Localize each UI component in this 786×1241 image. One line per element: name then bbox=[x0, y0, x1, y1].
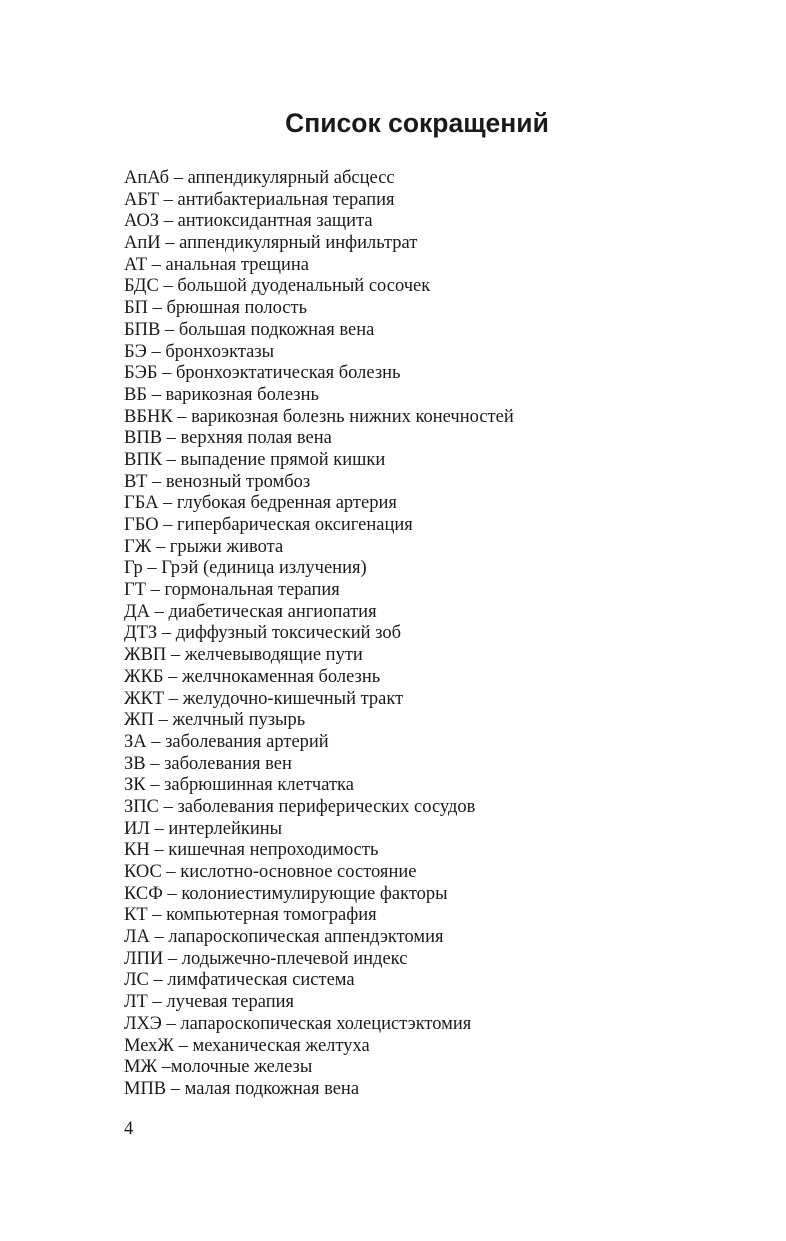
list-item: ДТЗ – диффузный токсический зоб bbox=[124, 623, 402, 644]
list-item: ИЛ – интерлейкины bbox=[124, 818, 283, 839]
list-item: БЭБ – бронхоэктатическая болезнь bbox=[124, 363, 401, 384]
list-item: КТ – компьютерная томография bbox=[124, 905, 377, 926]
page-number: 4 bbox=[124, 1119, 134, 1139]
list-item: ЛА – лапароскопическая аппендэктомия bbox=[124, 927, 444, 948]
list-item: ЖКТ – желудочно-кишечный тракт bbox=[124, 688, 404, 709]
list-item: ДА – диабетическая ангиопатия bbox=[124, 601, 377, 622]
list-item: ВПК – выпадение прямой кишки bbox=[124, 449, 386, 470]
list-item: ЛХЭ – лапароскопическая холецистэктомия bbox=[124, 1013, 472, 1034]
list-item: АпИ – аппендикулярный инфильтрат bbox=[124, 233, 418, 254]
list-item: БЭ – бронхоэктазы bbox=[124, 341, 275, 362]
list-item: АТ – анальная трещина bbox=[124, 254, 309, 275]
list-item: АпАб – аппендикулярный абсцесс bbox=[124, 168, 395, 188]
abbreviation-list bbox=[124, 165, 514, 1098]
list-item: ЛС – лимфатическая система bbox=[124, 970, 355, 991]
list-item: ВБНК – варикозная болезнь нижних конечностей bbox=[124, 406, 514, 427]
list-item: ЗК – забрюшинная клетчатка bbox=[124, 775, 354, 796]
list-item: ГЖ – грыжи живота bbox=[124, 536, 284, 557]
list-item: КОС – кислотно-основное состояние bbox=[124, 862, 417, 882]
list-item: БДС – большой дуоденальный сосочек bbox=[124, 276, 431, 297]
list-item: ГБО – гипербарическая оксигенация bbox=[124, 515, 413, 535]
list-item: Гр – Грэй (единица излучения) bbox=[124, 558, 367, 579]
list-item: ВПВ – верхняя полая вена bbox=[124, 428, 332, 449]
list-item: ЗА – заболевания артерий bbox=[124, 731, 329, 752]
list-item: ЖВП – желчевыводящие пути bbox=[124, 645, 363, 666]
list-item: ЗВ – заболевания вен bbox=[124, 753, 292, 774]
list-item: ВТ – венозный тромбоз bbox=[124, 471, 311, 492]
page-title: Список сокращений bbox=[285, 108, 549, 138]
list-item: ЖП – желчный пузырь bbox=[124, 710, 306, 731]
list-item: ЖКБ – желчнокаменная болезнь bbox=[124, 666, 381, 687]
list-item: ЗПС – заболевания периферических сосудов bbox=[124, 796, 476, 817]
list-item: МЖ –молочные железы bbox=[124, 1057, 313, 1078]
list-item: МПВ – малая подкожная вена bbox=[124, 1078, 360, 1099]
list-item: ЛПИ – лодыжечно-плечевой индекс bbox=[124, 948, 408, 969]
list-item: МехЖ – механическая желтуха bbox=[124, 1035, 370, 1056]
list-item: КСФ – колониестимулирующие факторы bbox=[124, 883, 448, 904]
list-item: ВБ – варикозная болезнь bbox=[124, 384, 319, 405]
list-item: АОЗ – антиоксидантная защита bbox=[124, 211, 373, 232]
list-item: БПВ – большая подкожная вена bbox=[124, 319, 375, 340]
list-item: КН – кишечная непроходимость bbox=[124, 840, 379, 861]
list-item: ГТ – гормональная терапия bbox=[124, 580, 340, 601]
list-item: БП – брюшная полость bbox=[124, 298, 308, 319]
list-item: ГБА – глубокая бедренная артерия bbox=[124, 493, 397, 514]
list-item: АБТ – антибактериальная терапия bbox=[124, 189, 395, 210]
list-item: ЛТ – лучевая терапия bbox=[124, 992, 295, 1013]
